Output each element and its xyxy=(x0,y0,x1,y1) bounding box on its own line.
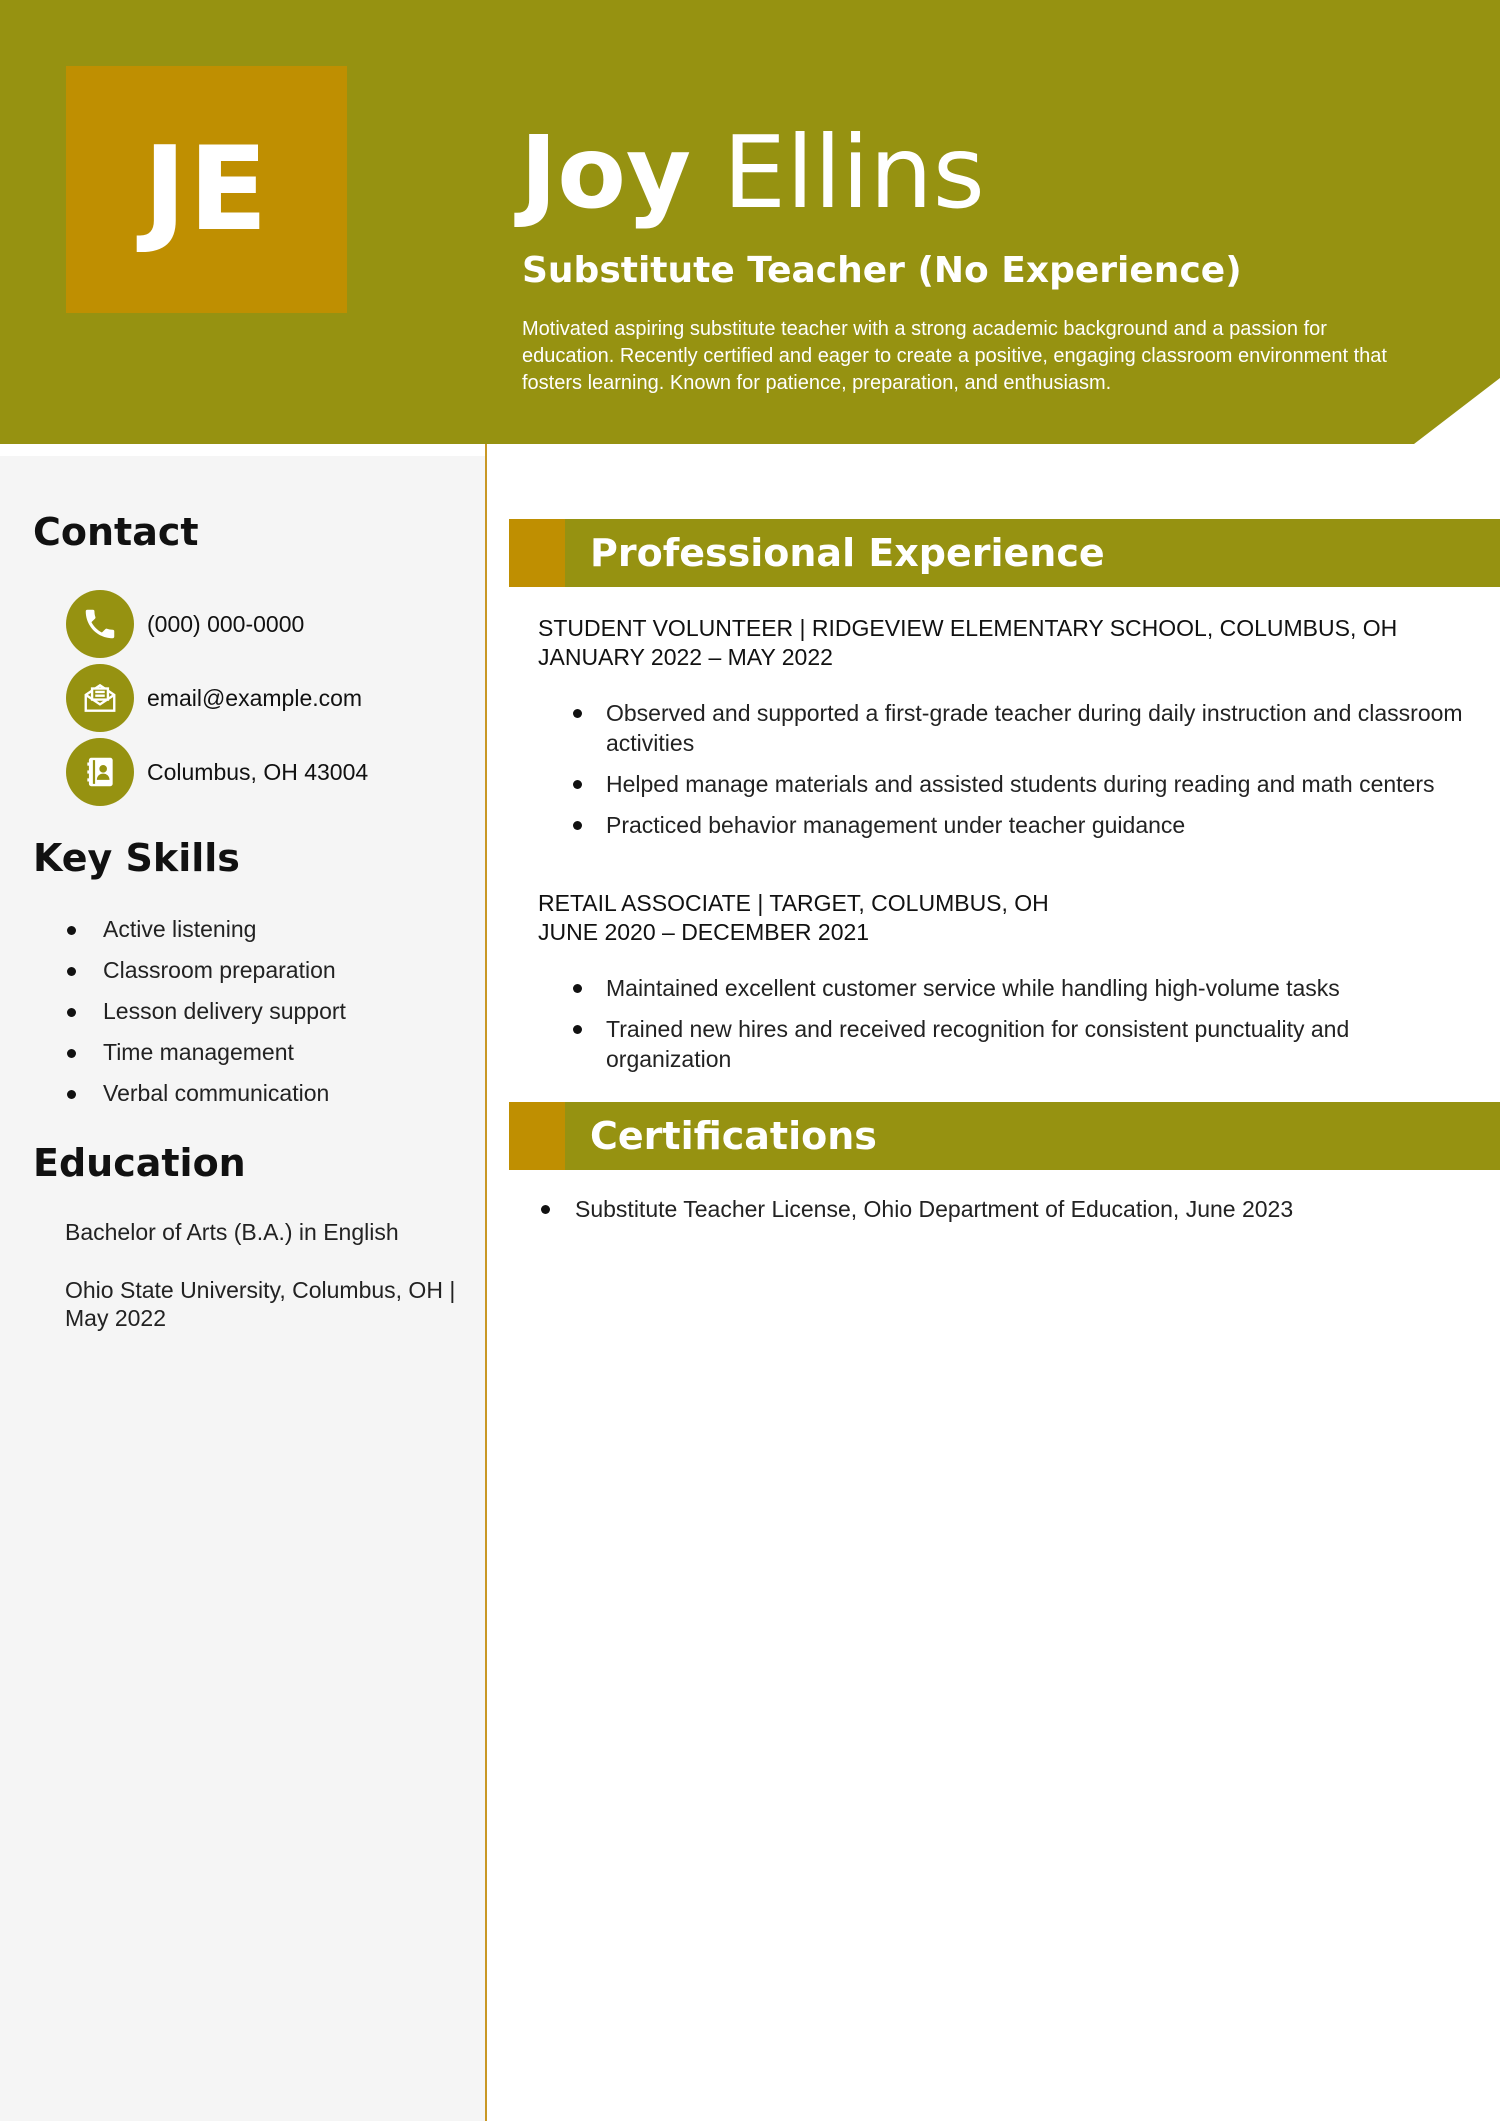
experience-section-bar xyxy=(509,519,1500,587)
skills-list xyxy=(66,912,346,1117)
address-book-icon xyxy=(66,738,134,806)
last-name: Ellins xyxy=(722,114,985,231)
profile-summary: Motivated aspiring substitute teacher with a strong academic background and a passion for education. Recently certified and eager to create a positive, engaging classroom environment that fosters learning. Known for patience, preparation, and enthusiasm. xyxy=(522,318,1387,394)
education-heading: Education xyxy=(33,1141,246,1185)
skill-item: Verbal communication xyxy=(66,1076,346,1117)
job-bullet: Observed and supported a first-grade teacher during daily instruction and classroom activities xyxy=(570,698,1475,758)
section-accent xyxy=(509,1102,565,1170)
contact-phone xyxy=(66,590,304,658)
certification-item: Substitute Teacher License, Ohio Department of Education, June 2023 xyxy=(540,1194,1470,1224)
certifications-section-bar xyxy=(509,1102,1500,1170)
job-1-bullets xyxy=(570,698,1475,851)
education-degree: Bachelor of Arts (B.A.) in English xyxy=(65,1219,399,1245)
skill-item: Lesson delivery support xyxy=(66,994,346,1035)
job-1-dates: JANUARY 2022 – MAY 2022 xyxy=(538,644,833,670)
column-divider xyxy=(485,444,487,2121)
first-name: Joy xyxy=(520,114,692,231)
phone-text[interactable]: (000) 000-0000 xyxy=(147,610,305,637)
skill-item: Active listening xyxy=(66,912,346,953)
experience-heading: Professional Experience xyxy=(590,531,1105,575)
candidate-name xyxy=(520,114,985,231)
job-2-dates: JUNE 2020 – DECEMBER 2021 xyxy=(538,919,870,945)
contact-heading: Contact xyxy=(33,510,199,554)
job-1-role: STUDENT VOLUNTEER | RIDGEVIEW ELEMENTARY SCHOOL, COLUMBUS, OH xyxy=(538,615,1398,641)
monogram-box xyxy=(66,66,347,313)
monogram-initials: JE xyxy=(143,121,270,257)
job-bullet: Helped manage materials and assisted students during reading and math centers xyxy=(570,769,1475,799)
envelope-icon xyxy=(66,664,134,732)
skills-heading: Key Skills xyxy=(33,836,240,880)
location-text: Columbus, OH 43004 xyxy=(147,758,369,785)
education-school: Ohio State University, Columbus, OH | May 2022 xyxy=(65,1277,456,1331)
contact-location xyxy=(66,738,368,806)
job-bullet: Trained new hires and received recognition for consistent punctuality and organization xyxy=(570,1014,1475,1074)
phone-icon xyxy=(66,590,134,658)
skill-item: Classroom preparation xyxy=(66,953,346,994)
skill-item: Time management xyxy=(66,1035,346,1076)
section-accent xyxy=(509,519,565,587)
job-2-bullets xyxy=(570,973,1475,1085)
job-bullet: Practiced behavior management under teacher guidance xyxy=(570,810,1475,840)
job-title: Substitute Teacher (No Experience) xyxy=(522,250,1242,291)
contact-email xyxy=(66,664,362,732)
email-text[interactable]: email@example.com xyxy=(147,684,363,711)
certifications-heading: Certifications xyxy=(590,1114,877,1158)
job-bullet: Maintained excellent customer service while handling high-volume tasks xyxy=(570,973,1475,1003)
job-2-role: RETAIL ASSOCIATE | TARGET, COLUMBUS, OH xyxy=(538,890,1049,916)
certifications-list xyxy=(540,1194,1470,1224)
